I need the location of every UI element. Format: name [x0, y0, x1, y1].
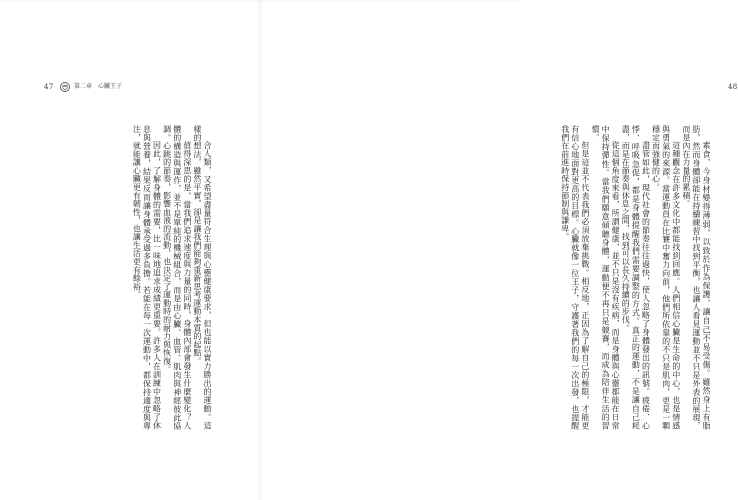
right-paragraph: 盡管如此，現代社會的節奏往往過快，使人忽略了身體發出的訊號。疲倦、心悸、呼吸急促，都是身體提醒我們需要調整的方式。真正的運動，不是讓自己耗盡，而是在節奏與休息之間，找到可以長久持續的步伐。	[621, 125, 651, 430]
running-head	[60, 78, 122, 96]
right-paragraph: 素食，今身材變得薄弱，以致於作為保護，讓自己不易受傷。雖然身上有脂肪，然而身體卻能在持續練習中找到平衡，也讓人看見運動並不只是外表的展現，而是內在力量的累積。	[681, 125, 711, 430]
left-paragraph: 合人類，又希望盡量符合生理與心靈健康要求，但也能以實力勝出的運動。這樣的想法，雖然平實，卻是讓我們能夠重新思考運動本質的起點。	[192, 125, 212, 430]
right-page-text	[530, 125, 711, 430]
left-page-number: 47	[44, 83, 54, 91]
right-paragraph: 但是這並不代表我們必須放棄挑戰。相反地，正因為了解自己的極限，才能更有信心地面對更高的目標。心臟就像一位王子，守護著我們的每一次出發，也提醒我們在前進時保持節制與謙卑。	[560, 125, 590, 430]
right-page-number: 48	[728, 83, 738, 91]
heart-crown-icon	[60, 82, 70, 92]
right-paragraph: 這種觀念在許多文化中都能找到回應。人們相信心臟是生命的中心，也是情感與勇氣的來源。當運動員在比賽中奮力向前，他們所依靠的不只是肌肉，更是一顆穩定而強健的心。	[651, 125, 681, 430]
left-page	[0, 0, 260, 500]
left-page-text	[104, 125, 212, 430]
left-paragraph: 值得深思的是，當我們追求速度與力量的同時，身體內部會發生什麼變化？人體的構造與運作，並不是單純的機械組合，而是由心臟、血管、肌肉與神經彼此協調。心跳的節奏，影響血液的流動，也決定了運動時的耐力與恢復。	[162, 125, 192, 430]
right-paragraph: 從這個角度來看，所謂健康，並不只是沒有疾病，而是身體與心靈都能在日常中保持彈性。當我們願意傾聽身體，運動便不再只是競賽，而成為陪伴生活的習慣。	[590, 125, 621, 430]
right-page	[260, 0, 738, 500]
running-head-title: 第二章 心臟王子	[74, 83, 123, 90]
left-paragraph: 因此，了解身體的需要，比一味地追求成績更重要。許多人在訓練中忽略了休息與營養，結果反而讓身體承受過多負擔。若能在每一次運動中，都保持適度與專注，就能讓心臟更有韌性，也讓生活更有餘裕。	[132, 125, 162, 430]
